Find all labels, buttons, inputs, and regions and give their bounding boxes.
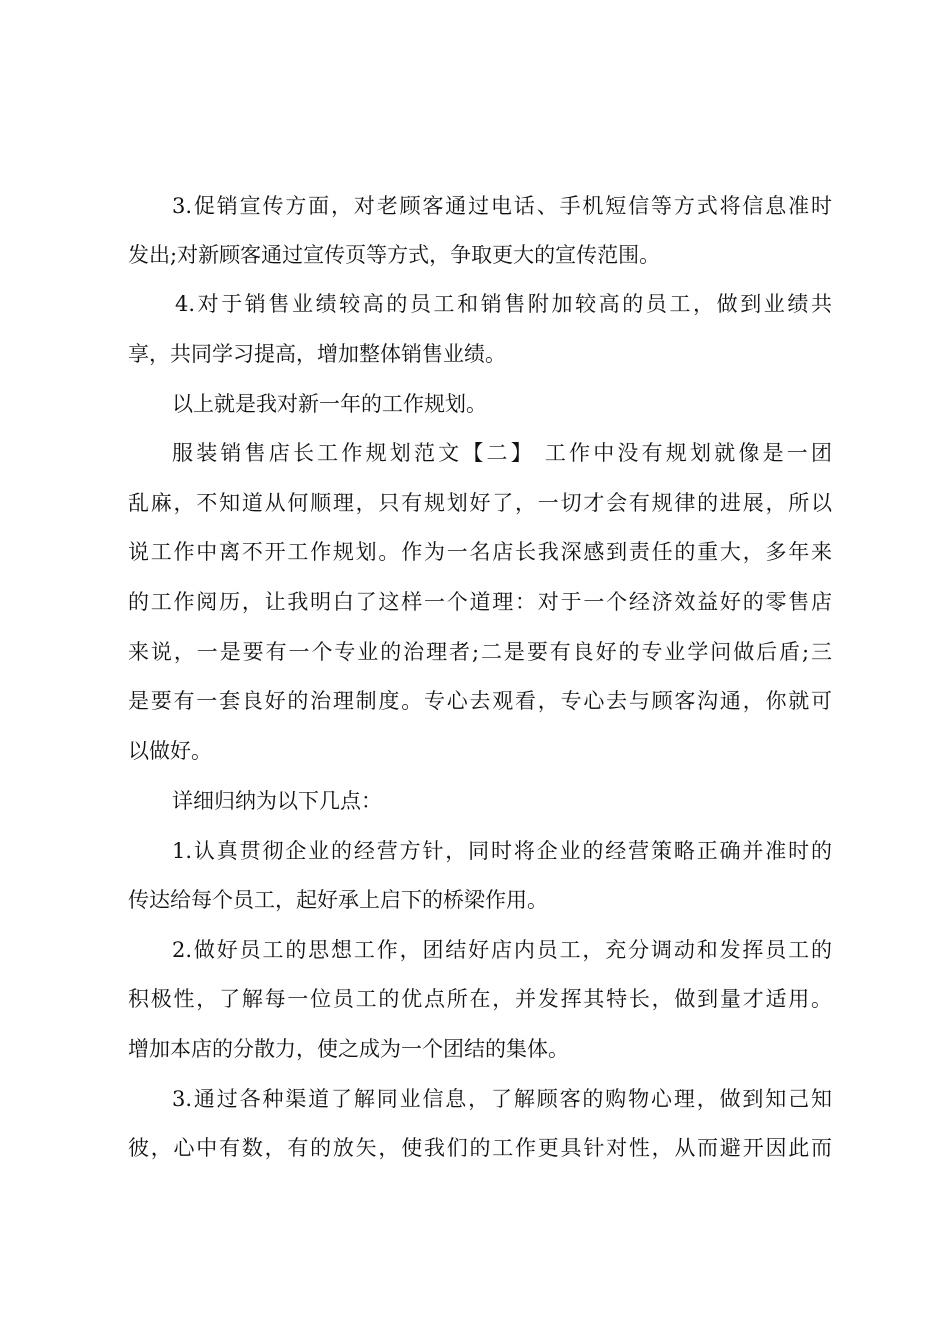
paragraph-line: 增加本店的分散力，使之成为一个团结的集体。 — [128, 1037, 569, 1061]
paragraph-line: 3.通过各种渠道了解同业信息，了解顾客的购物心理，做到知己知 — [172, 1087, 832, 1111]
paragraph-line: 来说，一是要有一个专业的治理者;二是要有良好的专业学问做后盾;三 — [128, 640, 832, 664]
paragraph-line: 3.促销宣传方面，对老顾客通过电话、手机短信等方式将信息准时 — [172, 194, 832, 218]
paragraph-line: 传达给每个员工，起好承上启下的桥梁作用。 — [128, 888, 548, 912]
paragraph-line: 1.认真贯彻企业的经营方针，同时将企业的经营策略正确并准时的 — [172, 839, 832, 863]
paragraph-line: 享，共同学习提高，增加整体销售业绩。 — [128, 342, 506, 366]
paragraph-line: 详细归纳为以下几点： — [172, 789, 382, 813]
paragraph-line: 积极性，了解每一位员工的优点所在，并发挥其特长，做到量才适用。 — [128, 987, 832, 1011]
paragraph-line: 服装销售店长工作规划范文【二】 工作中没有规划就像是一团 — [172, 441, 832, 465]
paragraph-line: 以做好。 — [128, 739, 212, 763]
paragraph-line: 乱麻，不知道从何顺理，只有规划好了，一切才会有规律的进展，所以 — [128, 491, 832, 515]
paragraph-line: 的工作阅历，让我明白了这样一个道理：对于一个经济效益好的零售店 — [128, 590, 832, 614]
paragraph-line: 以上就是我对新一年的工作规划。 — [172, 392, 487, 416]
paragraph-line: 彼，心中有数，有的放矢，使我们的工作更具针对性，从而避开因此而 — [128, 1136, 832, 1160]
paragraph-line: 4.对于销售业绩较高的员工和销售附加较高的员工，做到业绩共 — [175, 292, 832, 316]
paragraph-line: 说工作中离不开工作规划。作为一名店长我深感到责任的重大，多年来 — [128, 540, 832, 564]
paragraph-line: 发出;对新顾客通过宣传页等方式，争取更大的宣传范围。 — [128, 243, 661, 267]
paragraph-line: 2.做好员工的思想工作，团结好店内员工，充分调动和发挥员工的 — [172, 938, 832, 962]
paragraph-line: 是要有一套良好的治理制度。专心去观看，专心去与顾客沟通，你就可 — [128, 689, 832, 713]
